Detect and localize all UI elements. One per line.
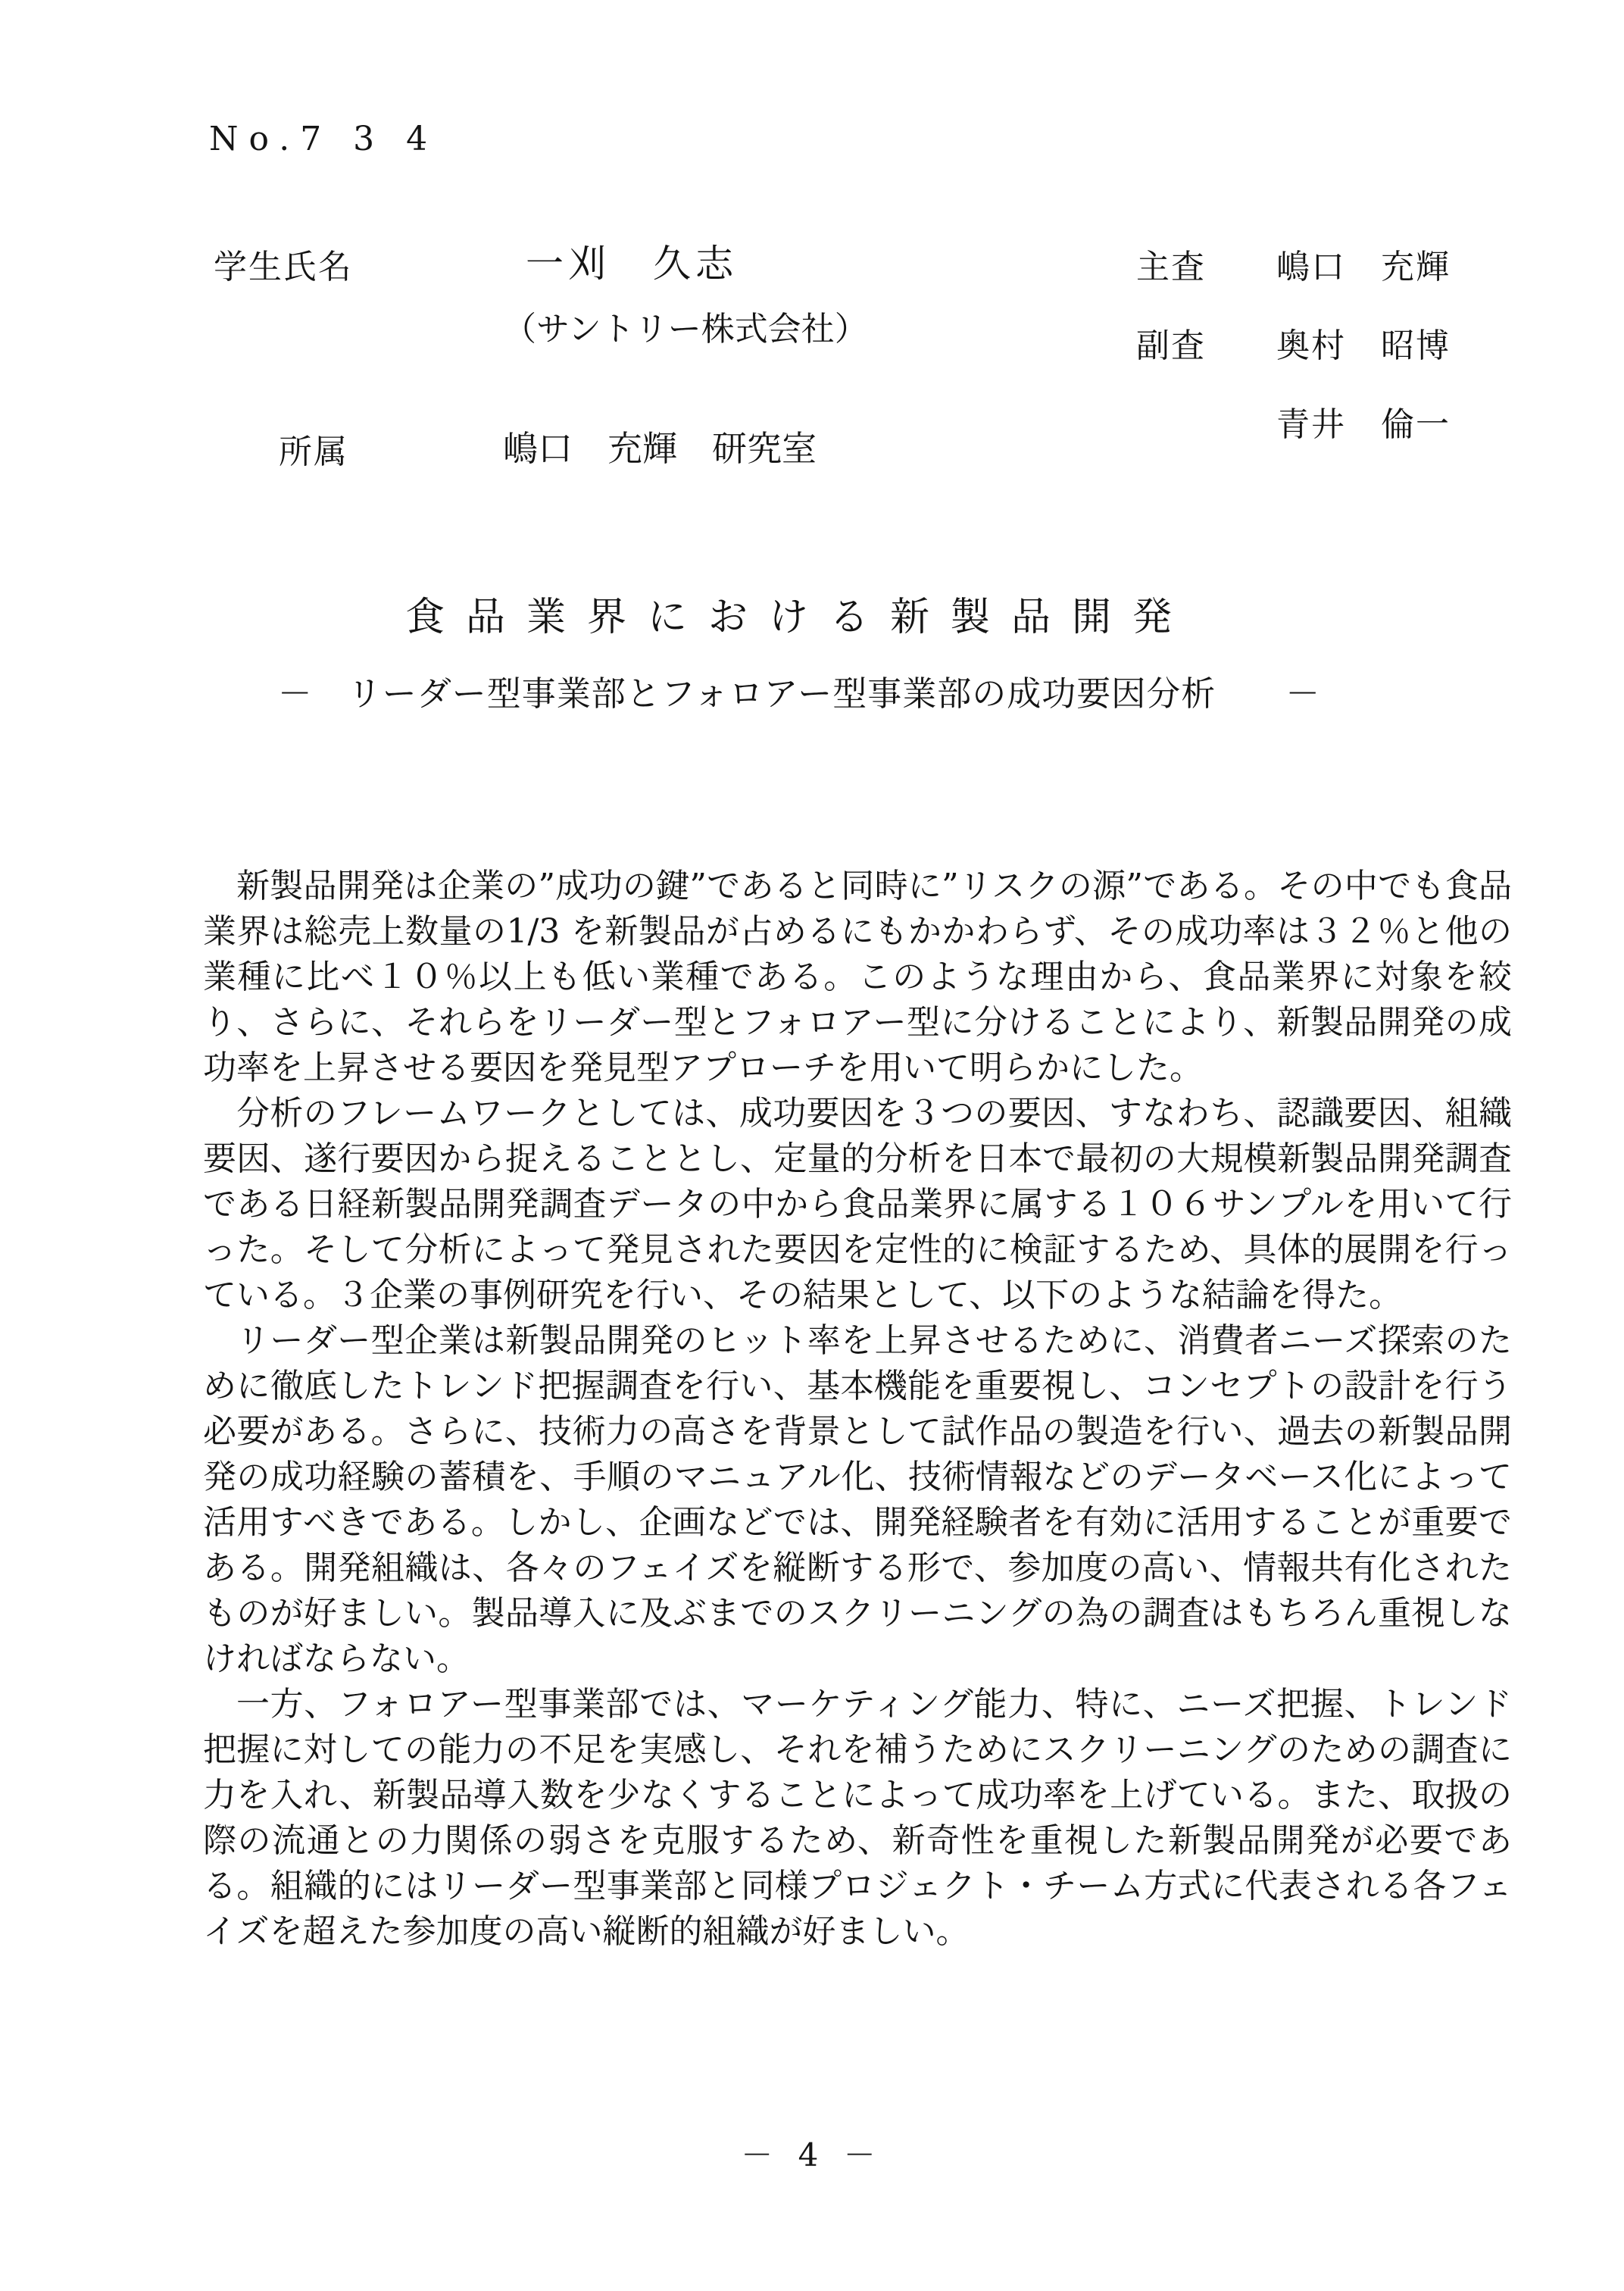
examiner-role: 副査 — [1136, 327, 1206, 365]
abstract-body — [203, 864, 1512, 1955]
student-name-label: 学生氏名 — [214, 248, 353, 286]
thesis-subtitle: － リーダー型事業部とフォロアー型事業部の成功要因分析 － — [277, 674, 1321, 714]
abstract-paragraph-1: 新製品開発は企業の”成功の鍵”であると同時に”リスクの源”である。その中でも食品業界は総売上数量の1/3 を新製品が占めるにもかかわらず、その成功率は３２％と他の業種に比べ１０％以上も低い業種である。このような理由から、食品業界に対象を絞り、さらに、それらをリーダー型とフォロアー型に分けることにより、新製品開発の成功率を上昇させる要因を発見型アプローチを用いて明らかにした。 — [203, 867, 1512, 1087]
abstract-paragraph-2: 分析のフレームワークとしては、成功要因を３つの要因、すなわち、認識要因、組織要因、遂行要因から捉えることとし、定量的分析を日本で最初の大規模新製品開発調査である日経新製品開発調査データの中から食品業界に属する１０６サンプルを用いて行った。そして分析によって発見された要因を定性的に検証するため、具体的展開を行っている。３企業の事例研究を行い、その結果として、以下のような結論を得た。 — [203, 1094, 1512, 1314]
abstract-paragraph-3: リーダー型企業は新製品開発のヒット率を上昇させるために、消費者ニーズ探索のために徹底したトレンド把握調査を行い、基本機能を重要視し、コンセプトの設計を行う必要がある。さらに、技術力の高さを背景として試作品の製造を行い、過去の新製品開発の成功経験の蓄積を、手順のマニュアル化、技術情報などのデータベース化によって活用すべきである。しかし、企画などでは、開発経験者を有効に活用することが重要である。開発組織は、各々のフェイズを縦断する形で、参加度の高い、情報共有化されたものが好ましい。製品導入に及ぶまでのスクリーニングの為の調査はもちろん重視しなければならない。 — [203, 1321, 1512, 1678]
document-number: No.7 3 4 — [209, 120, 439, 158]
examiner-list — [1136, 239, 1451, 476]
thesis-title: 食品業界における新製品開発 — [404, 595, 1193, 640]
abstract-paragraph-4: 一方、フォロアー型事業部では、マーケティング能力、特に、ニーズ把握、トレンド把握に対しての能力の不足を実感し、それを補うためにスクリーニングのための調査に力を入れ、新製品導入数を少なくすることによって成功率を上げている。また、取扱の際の流通との力関係の弱さを克服するため、新奇性を重視した新製品開発が必要である。組織的にはリーダー型事業部と同様プロジェクト・チーム方式に代表される各フェイズを超えた参加度の高い縦断的組織が好ましい。 — [203, 1685, 1512, 1951]
examiner-role — [1136, 397, 1276, 445]
affiliation-value: 嶋口 充輝 研究室 — [503, 428, 817, 469]
page-number: － 4 － — [741, 2136, 883, 2174]
affiliation-label: 所属 — [279, 433, 348, 471]
student-name-value: 一刈 久志 — [526, 242, 738, 286]
examiner-name: 青井 倫一 — [1276, 405, 1451, 444]
examiner-role: 主査 — [1136, 248, 1206, 286]
examiner-name: 奥村 昭博 — [1276, 327, 1451, 365]
title-block — [205, 585, 1394, 715]
examiner-row-chief — [1136, 239, 1451, 288]
examiner-row-third — [1136, 397, 1451, 445]
student-affiliation: （サントリー株式会社） — [503, 310, 868, 348]
examiner-name: 嶋口 充輝 — [1276, 248, 1451, 286]
examiner-row-deputy — [1136, 318, 1451, 367]
